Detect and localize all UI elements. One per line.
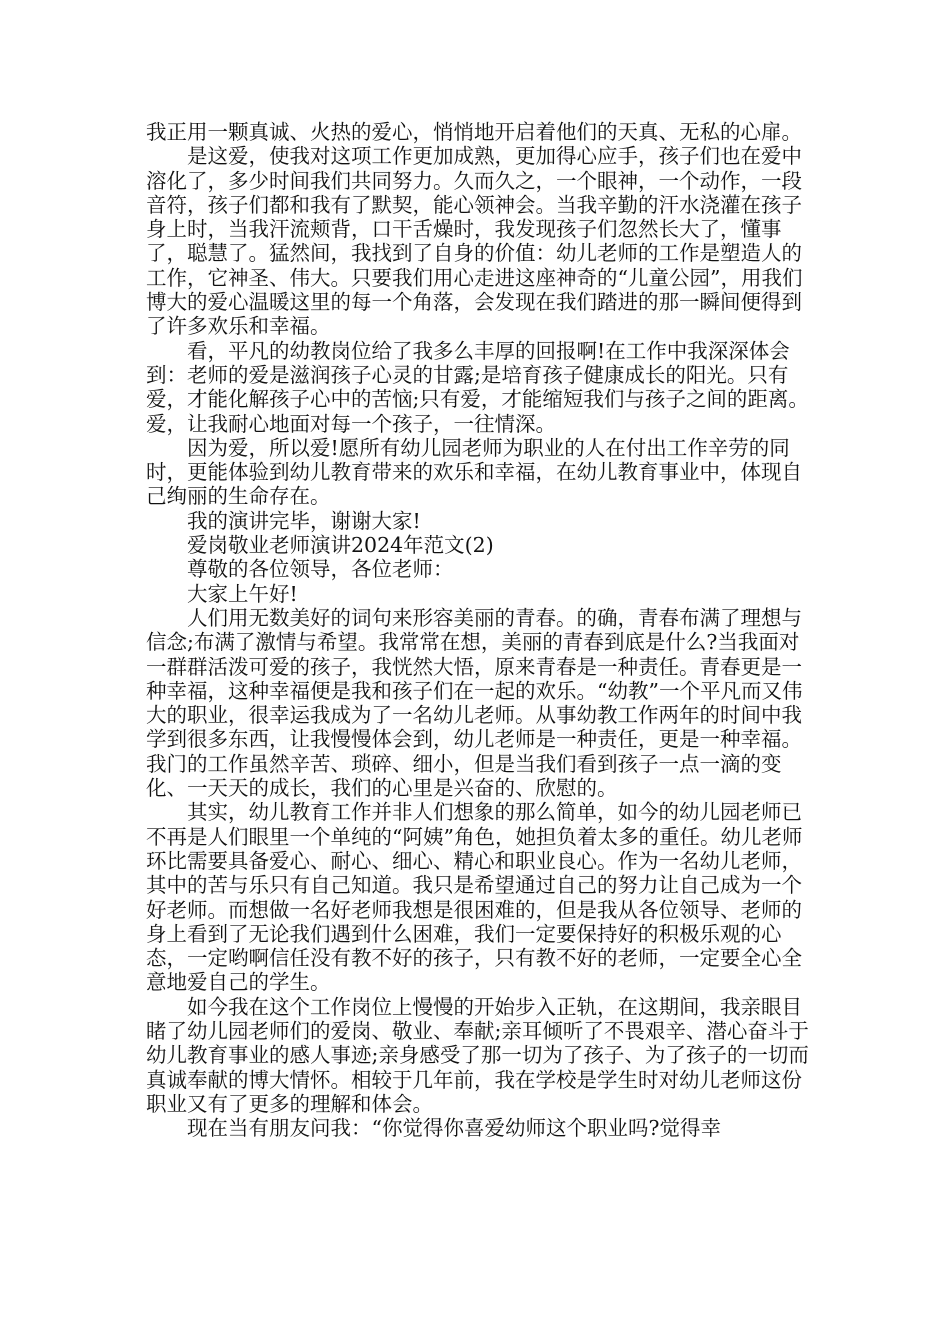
paragraph-3: 看，平凡的幼教岗位给了我多么丰厚的回报啊!在工作中我深深体会到：老师的爱是滋润孩子心灵的甘露;是培育孩子健康成长的阳光。只有爱，才能化解孩子心中的苦恼;只有爱，才能缩短我们与孩子之间的距离。爱，让我耐心地面对每一个孩子，一往情深。: [146, 338, 809, 436]
section-title: 爱岗敬业老师演讲2024年范文(2): [187, 533, 494, 558]
document-body: [146, 120, 810, 1140]
paragraph-1: 我正用一颗真诚、火热的爱心，悄悄地开启着他们的天真、无私的心扉。: [146, 120, 802, 144]
salutation: 尊敬的各位领导，各位老师：: [187, 557, 454, 582]
greeting: 大家上午好!: [187, 581, 298, 606]
paragraph-4: 因为爱，所以爱!愿所有幼儿园老师为职业的人在付出工作辛劳的同时，更能体验到幼儿教育带来的欢乐和幸福，在幼儿教育事业中，体现自己绚丽的生命存在。: [146, 435, 802, 509]
paragraph-6: 其实，幼儿教育工作并非人们想象的那么简单，如今的幼儿园老师已不再是人们眼里一个单纯的“阿姨”角色，她担负着太多的重任。幼儿老师环比需要具备爱心、耐心、细心、精心和职业良心。作为一名幼儿老师，其中的苦与乐只有自己知道。我只是希望通过自己的努力让自己成为一个好老师。而想做一名好老师我想是很困难的，但是我从各位领导、老师的身上看到了无论我们遇到什么困难，我们一定要保持好的积极乐观的心态，一定哟啊信任没有教不好的孩子，只有教不好的老师，一定要全心全意地爱自己的学生。: [146, 800, 803, 995]
paragraph-8: 现在当有朋友问我：“你觉得你喜爱幼师这个职业吗?觉得幸: [187, 1116, 721, 1141]
paragraph-7: 如今我在这个工作岗位上慢慢的开始步入正轨，在这期间，我亲眼目睹了幼儿园老师们的爱岗、敬业、奉献;亲耳倾听了不畏艰辛、潜心奋斗于幼儿教育事业的感人事迹;亲身感受了那一切为了孩子、为了孩子的一切而真诚奉献的博大情怀。相较于几年前，我在学校是学生时对幼儿老师这份职业又有了更多的理解和体会。: [146, 994, 809, 1116]
paragraph-2: 是这爱，使我对这项工作更加成熟，更加得心应手，孩子们也在爱中溶化了，多少时间我们共同努力。久而久之，一个眼神，一个动作，一段音符，孩子们都和我有了默契，能心领神会。当我辛勤的汗水浇灌在孩子身上时，当我汗流颊背，口干舌燥时，我发现孩子们忽然长大了，懂事了，聪慧了。猛然间，我找到了自身的价值：幼儿老师的工作是塑造人的工作，它神圣、伟大。只要我们用心走进这座神奇的“儿童公园”，用我们博大的爱心温暖这里的每一个角落，会发现在我们踏进的那一瞬间便得到了许多欢乐和幸福。: [146, 144, 803, 339]
paragraph-5: 人们用无数美好的词句来形容美丽的青春。的确，青春布满了理想与信念;布满了激情与希望。我常常在想，美丽的青春到底是什么?当我面对一群群活泼可爱的孩子，我恍然大悟，原来青春是一种责任。青春更是一种幸福，这种幸福便是我和孩子们在一起的欢乐。“幼教”一个平凡而又伟大的职业，很幸运我成为了一名幼儿老师。从事幼教工作两年的时间中我学到很多东西，让我慢慢体会到，幼儿老师是一种责任，更是一种幸福。我门的工作虽然辛苦、琐碎、细小，但是当我们看到孩子一点一滴的变化、一天天的成长，我们的心里是兴奋的、欣慰的。: [146, 605, 803, 801]
closing-line: 我的演讲完毕，谢谢大家!: [187, 508, 421, 533]
